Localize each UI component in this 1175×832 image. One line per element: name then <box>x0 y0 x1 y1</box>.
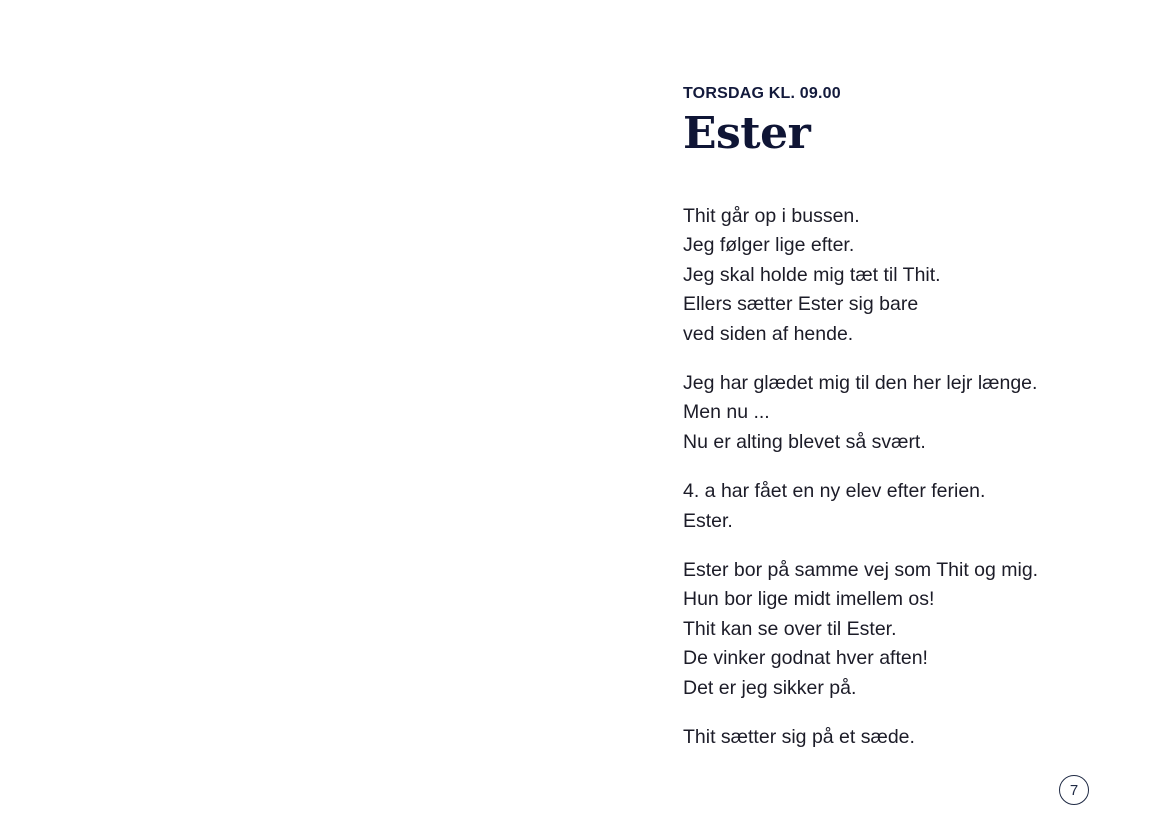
text-line: Det er jeg sikker på. <box>683 676 857 699</box>
paragraph-5 <box>683 723 1143 752</box>
text-line: Ester bor på samme vej som Thit og mig. <box>683 559 1039 582</box>
text-line: Ester. <box>683 509 733 532</box>
text-line: Nu er alting blevet så svært. <box>683 430 926 453</box>
text-line: Jeg har glædet mig til den her lejr længe. <box>683 372 1038 395</box>
paragraph-1 <box>683 202 1143 349</box>
chapter-content <box>683 84 1143 773</box>
text-line: Thit kan se over til Ester. <box>683 617 897 640</box>
text-line: Jeg skal holde mig tæt til Thit. <box>683 263 941 286</box>
text-line: Thit sætter sig på et sæde. <box>683 726 915 749</box>
text-line: 4. a har fået en ny elev efter ferien. <box>683 480 986 503</box>
chapter-text <box>683 202 1143 753</box>
page-number-badge: 7 <box>1059 775 1089 805</box>
text-line: ved siden af hende. <box>683 322 854 345</box>
text-line: De vinker godnat hver aften! <box>683 647 928 670</box>
paragraph-2 <box>683 369 1143 457</box>
text-line: Thit går op i bussen. <box>683 205 860 227</box>
text-line: Men nu ... <box>683 401 770 424</box>
text-line: Ellers sætter Ester sig bare <box>683 293 919 316</box>
chapter-title: Ester <box>683 108 811 159</box>
text-line: Hun bor lige midt imellem os! <box>683 588 935 611</box>
chapter-time-label: TORSDAG KL. 09.00 <box>683 85 841 102</box>
paragraph-3 <box>683 477 1143 536</box>
text-line: Jeg følger lige efter. <box>683 234 855 257</box>
paragraph-4 <box>683 556 1143 703</box>
